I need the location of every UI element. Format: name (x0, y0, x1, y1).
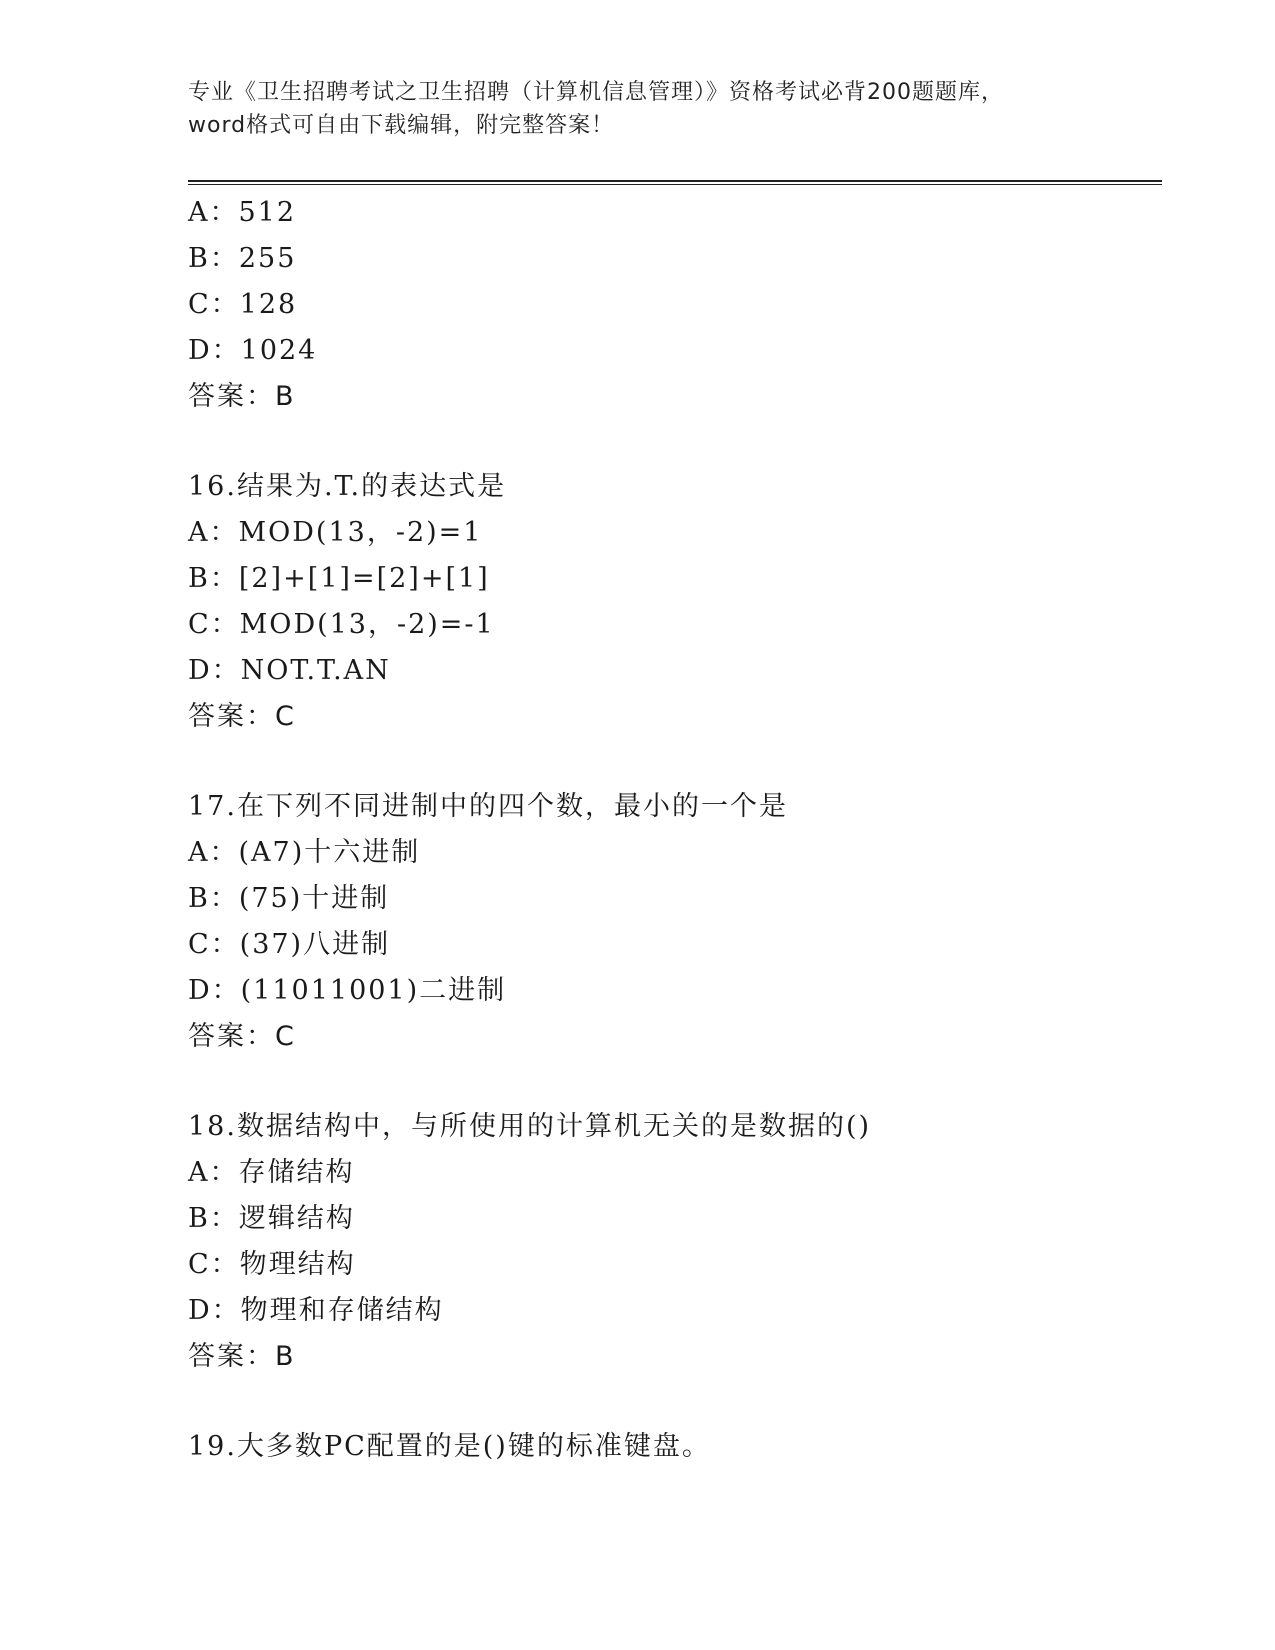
option-b: B：逻辑结构 (188, 1203, 355, 1234)
option-d: D：物理和存储结构 (188, 1295, 444, 1326)
header-line-2: word格式可自由下载编辑，附完整答案！ (188, 113, 615, 138)
document-header (188, 76, 1088, 142)
answer: 答案：C (188, 1021, 296, 1052)
option-c: C：MOD(13，-2)=-1 (188, 609, 495, 640)
answer: 答案：B (188, 1341, 296, 1372)
question-17 (188, 784, 1148, 1060)
header-line-1: 专业《卫生招聘考试之卫生招聘（计算机信息管理）》资格考试必背200题题库， (188, 80, 1004, 105)
answer: 答案：C (188, 701, 296, 732)
question-text: 19.大多数PC配置的是()键的标准键盘。 (188, 1431, 711, 1462)
option-a: A：512 (188, 197, 297, 228)
option-b: B：(75)十进制 (188, 883, 390, 914)
question-19 (188, 1424, 1148, 1470)
option-d: D：(11011001)二进制 (188, 975, 507, 1006)
question-text: 18.数据结构中，与所使用的计算机无关的是数据的() (188, 1111, 872, 1142)
spacer (188, 740, 1148, 784)
option-c: C：128 (188, 289, 298, 320)
spacer (188, 1060, 1148, 1104)
option-b: B：255 (188, 243, 297, 274)
question-16 (188, 464, 1148, 740)
option-a: A：(A7)十六进制 (188, 837, 421, 868)
header-divider (188, 180, 1162, 185)
question-18 (188, 1104, 1148, 1380)
spacer (188, 1380, 1148, 1424)
option-a: A：存储结构 (188, 1157, 355, 1188)
option-c: C：物理结构 (188, 1249, 356, 1280)
answer: 答案：B (188, 381, 296, 412)
question-list (188, 190, 1148, 1470)
option-b: B：[2]+[1]=[2]+[1] (188, 563, 490, 594)
question-15 (188, 190, 1148, 420)
option-c: C：(37)八进制 (188, 929, 391, 960)
option-a: A：MOD(13，-2)=1 (188, 517, 483, 548)
option-d: D：NOT.T.AN (188, 655, 391, 686)
spacer (188, 420, 1148, 464)
question-text: 17.在下列不同进制中的四个数，最小的一个是 (188, 791, 788, 822)
option-d: D：1024 (188, 335, 318, 366)
question-text: 16.结果为.T.的表达式是 (188, 471, 507, 502)
